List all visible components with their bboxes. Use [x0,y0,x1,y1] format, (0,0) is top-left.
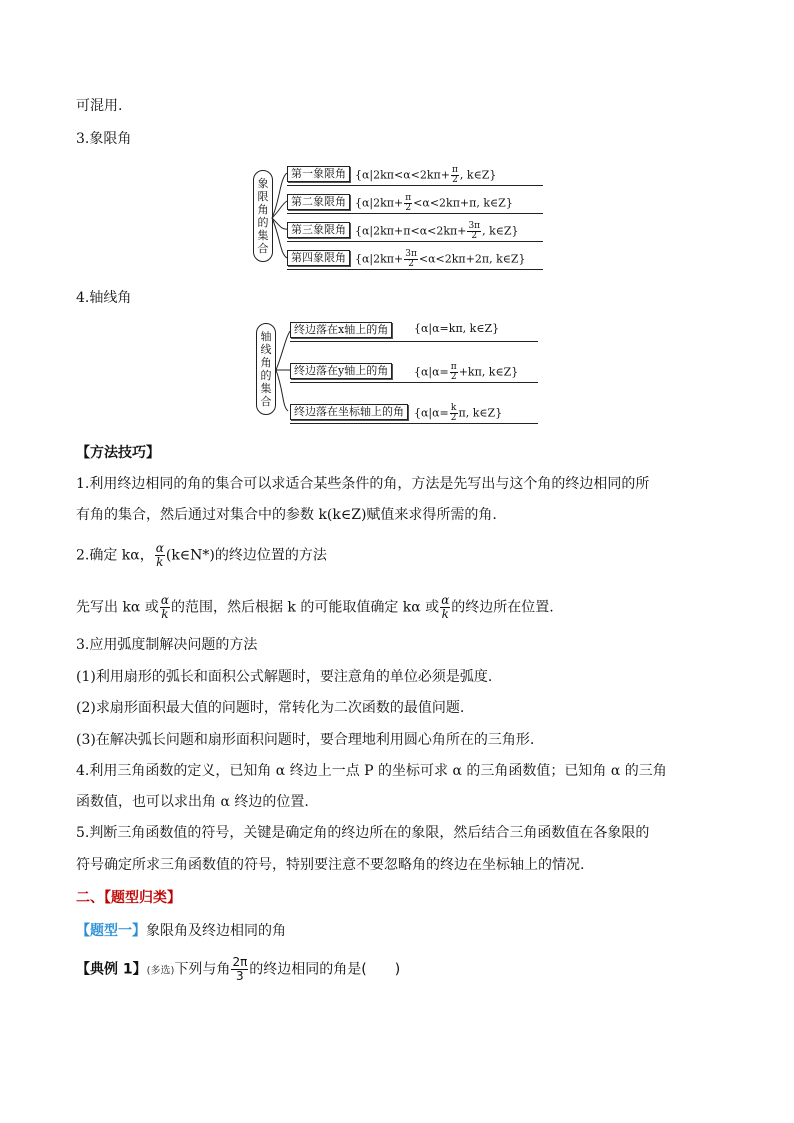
set-fraction: $\frac{k}{2}$ [450,403,457,423]
fraction-2pi-over-3: $\frac{2\pi}{3}$ [232,955,248,983]
vertical-label-char: 集 [257,229,269,242]
vertical-label-char: 线 [260,343,272,356]
method-2-body-part-a: 先写出 kα 或 [76,599,159,616]
set-expression: {α|2kπ+π<α<2kπ+ $\frac{3\pi}{2}$ , k∈Z} [355,221,519,241]
example-1 [76,956,400,983]
set-fraction: $\frac{\pi}{2}$ [450,362,457,382]
set-row-label: 第一象限角 [287,166,350,182]
method-2-heading [76,542,327,569]
section-4-title: 4.轴线角 [76,290,132,306]
continuation-line: 可混用. [76,98,123,114]
fraction-alpha-over-k: $\frac{\alpha}{k}$ [155,541,164,569]
vertical-label-char: 合 [260,395,272,408]
set-expression: {α|2kπ+ $\frac{\pi}{2}$ <α<2kπ+π, k∈Z} [355,193,513,213]
vertical-label-char: 限 [257,190,269,203]
axis-bracket-lines [0,0,794,440]
method-4-line-2: 函数值，也可以求出角 α 终边的位置. [76,794,309,810]
set-expression: {α|2kπ<α<2kπ+ $\frac{\pi}{2}$ , k∈Z} [355,165,497,185]
method-5-line-1: 5.判断三角函数值的符号，关键是确定角的终边所在的象限，然后结合三角函数值在各象限的 [76,825,650,841]
vertical-label-char: 角 [260,356,272,369]
set-row-underline [290,341,538,342]
set-fraction: $\frac{\pi}{2}$ [405,193,412,213]
question-type-title: 象限角及终边相同的角 [146,923,286,939]
method-2-body [76,594,554,621]
question-type-1 [76,921,286,941]
set-expression: {α|α= $\frac{k}{2}$ π, k∈Z} [414,403,503,423]
vertical-label-char: 角 [257,203,269,216]
set-fraction: $\frac{3\pi}{2}$ [405,249,417,269]
vertical-label-char: 的 [257,216,269,229]
set-row-label: 第三象限角 [287,222,350,238]
set-fraction: $\frac{\pi}{2}$ [452,165,458,185]
vertical-label-char: 合 [257,242,269,255]
set-row-underline [290,423,538,424]
method-1-line-1: 1.利用终边相同的角的集合可以求适合某些条件的角，方法是先写出与这个角的终边相同的所 [76,476,650,492]
vertical-label-char: 轴 [260,330,272,343]
vertical-label-char: 象 [257,177,269,190]
fraction-alpha-over-k: $\frac{\alpha}{k}$ [160,593,169,621]
method-2-prefix: 2.确定 kα， [76,547,154,564]
method-4-line-1: 4.利用三角函数的定义，已知角 α 终边上一点 P 的坐标可求 α 的三角函数值；已知角 α 的三角 [76,763,667,779]
set-fraction: $\frac{3\pi}{2}$ [468,221,481,241]
set-row-label: 第二象限角 [287,194,350,210]
method-3-item-2: (2)求扇形面积最大值的问题时，常转化为二次函数的最值问题. [76,700,465,716]
method-2-body-part-c: 的终边所在位置. [451,599,554,616]
set-expression: {α|α= $\frac{\pi}{2}$ +kπ, k∈Z} [414,362,519,382]
set-row-label: 第四象限角 [287,250,350,266]
set-expression: {α|α=kπ, k∈Z} [414,322,500,335]
question-type-tag: 【题型一】 [76,923,146,939]
example-suffix: 的终边相同的角是( ) [249,961,401,978]
section-3-title: 3.象限角 [76,131,132,147]
example-tag: 【典例 1】 [76,961,147,978]
set-row-underline [290,382,538,383]
set-expression: {α|2kπ+ $\frac{3\pi}{2}$ <α<2kπ+2π, k∈Z} [355,249,526,269]
set-row-label: 终边落在y轴上的角 [290,363,392,379]
vertical-label-char: 的 [260,369,272,382]
method-5-line-2: 符号确定所求三角函数值的符号，特别要注意不要忽略角的终边在坐标轴上的情况. [76,857,585,873]
example-prefix: 下列与角 [174,961,231,978]
methods-heading: 【方法技巧】 [76,445,160,461]
set-row-label: 终边落在x轴上的角 [290,322,392,338]
method-3-heading: 3.应用弧度制解决问题的方法 [76,637,258,653]
method-2-body-part-b: 的范围，然后根据 k 的可能取值确定 kα 或 [170,599,440,616]
set-row-label: 终边落在坐标轴上的角 [290,404,408,420]
method-1-line-2: 有角的集合，然后通过对集合中的参数 k(k∈Z)赋值来求得所需的角. [76,507,497,523]
example-note: (多选) [146,965,175,977]
part-2-heading: 二、【题型归类】 [76,890,181,906]
method-2-suffix: (k∈N*)的终边位置的方法 [165,547,327,564]
method-3-item-3: (3)在解决弧长问题和扇形面积问题时，要合理地利用圆心角所在的三角形. [76,732,535,748]
fraction-alpha-over-k: $\frac{\alpha}{k}$ [441,593,450,621]
vertical-label-char: 集 [260,382,272,395]
method-3-item-1: (1)利用扇形的弧长和面积公式解题时，要注意角的单位必须是弧度. [76,669,493,685]
